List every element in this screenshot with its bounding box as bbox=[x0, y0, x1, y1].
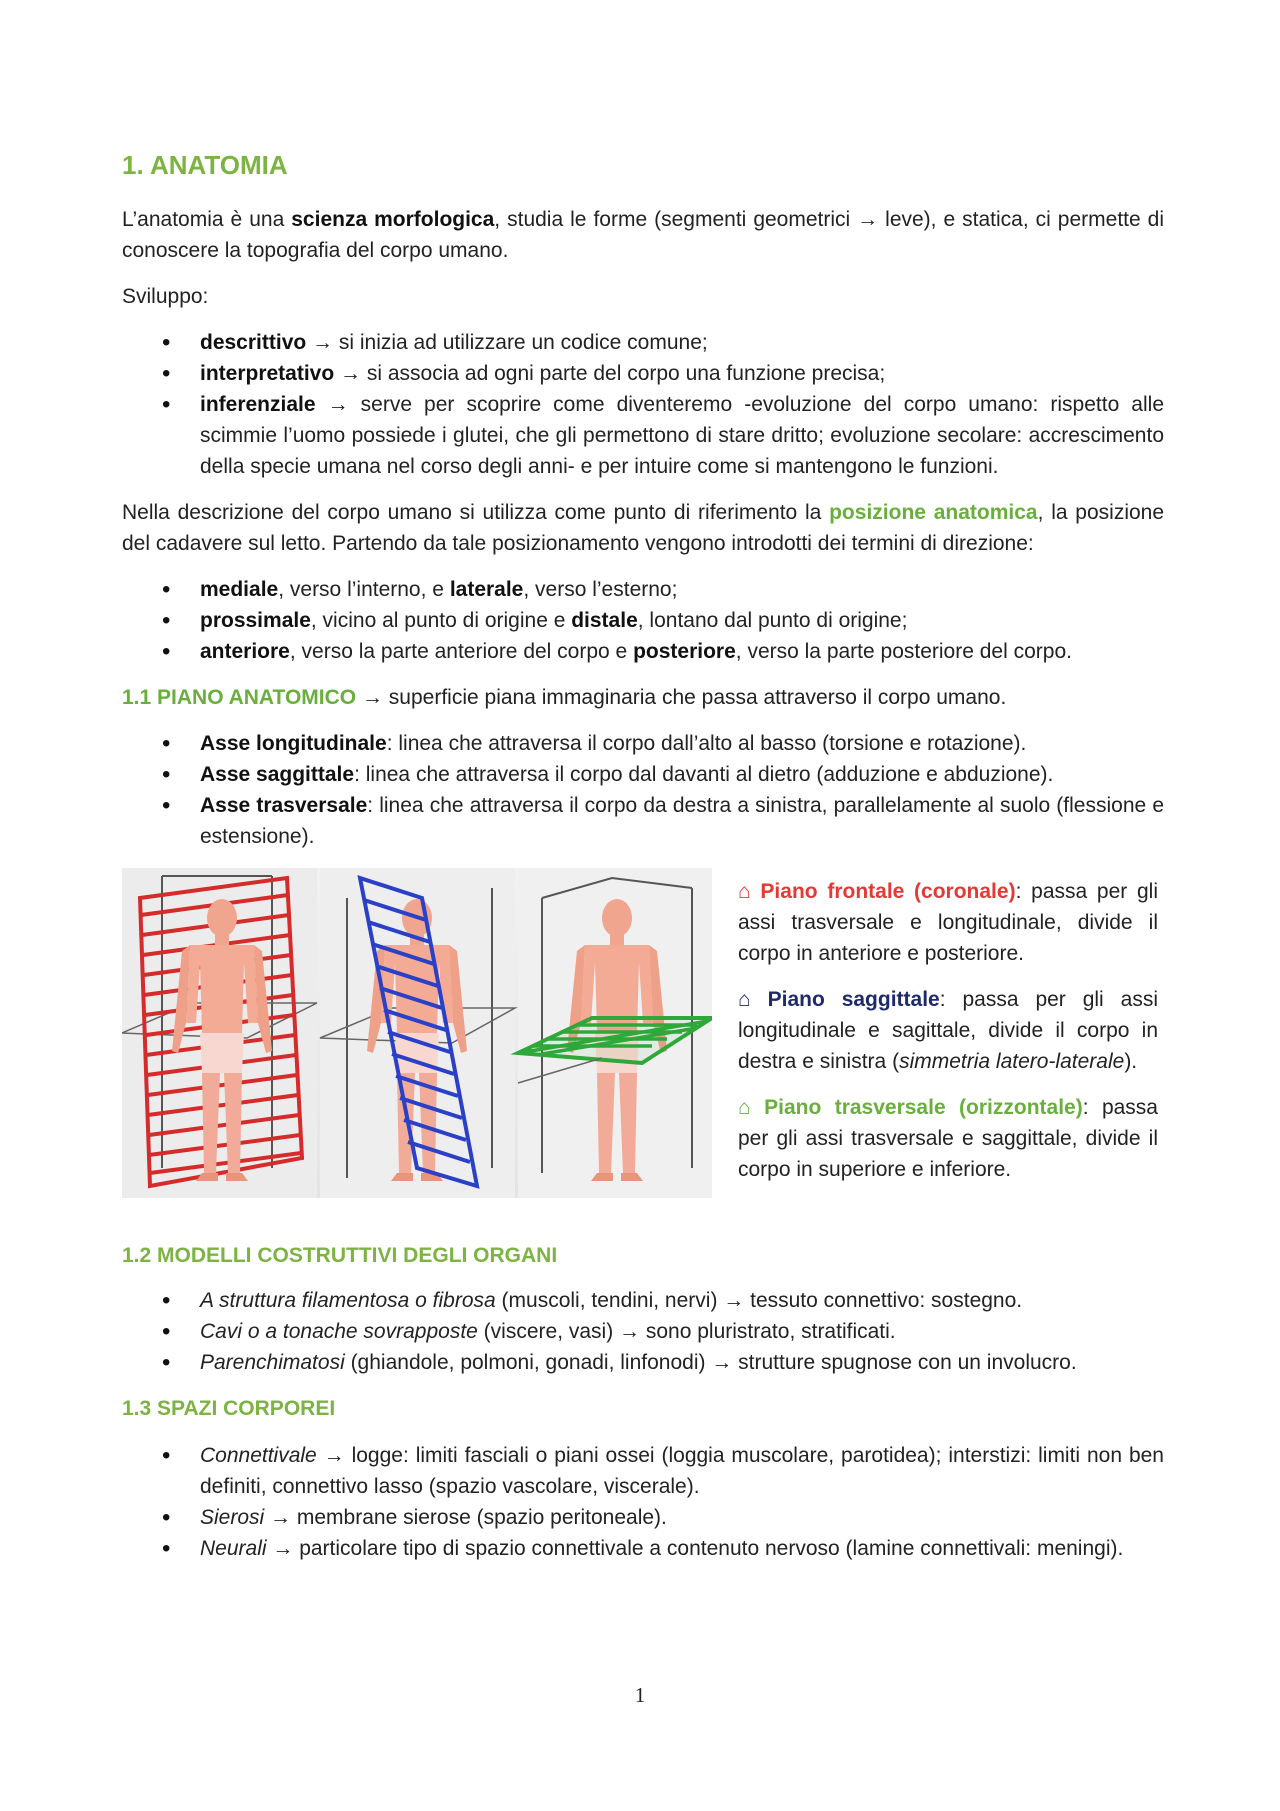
piano-trasversale-paragraph: ⌂ Piano trasversale (orizzontale): passa per gli assi trasversale e saggittale, divide il corpo in superiore e inferiore. bbox=[738, 1096, 1158, 1181]
list-item: • anteriore, verso la parte anteriore del corpo e posteriore, verso la parte posteriore del corpo. bbox=[122, 636, 1164, 667]
panel-sagittal bbox=[320, 868, 515, 1198]
list-item: • Cavi o a tonache sovrapposte (viscere, vasi) → sono pluristrato, stratificati. bbox=[122, 1316, 1164, 1347]
anatomical-planes-svg bbox=[122, 868, 712, 1198]
section-heading-1-3: 1.3 SPAZI CORPOREI bbox=[122, 1397, 336, 1420]
house-icon: ⌂ bbox=[738, 1096, 751, 1119]
panel-transverse bbox=[518, 868, 712, 1198]
list-item: • Asse trasversale: linea che attraversa il corpo da destra a sinistra, parallelamente al suolo (flessione e estensione). bbox=[122, 790, 1164, 852]
piani-section bbox=[122, 868, 1164, 1200]
list-item: • Parenchimatosi (ghiandole, polmoni, gonadi, linfonodi) → strutture spugnose con un involucro. bbox=[122, 1347, 1164, 1378]
piano-frontale-paragraph: ⌂ Piano frontale (coronale): passa per gli assi trasversale e longitudinale, divide il corpo in anteriore e posteriore. bbox=[738, 880, 1158, 965]
house-icon: ⌂ bbox=[738, 880, 751, 903]
intro-paragraph: L’anatomia è una scienza morfologica, studia le forme (segmenti geometrici → leve), e statica, ci permette di conoscere la topografia del corpo umano. bbox=[122, 208, 1165, 262]
posizione-paragraph: Nella descrizione del corpo umano si utilizza come punto di riferimento la posizione anatomica, la posizione del cadavere sul letto. Partendo da tale posizionamento vengono introdotti dei termini di direzione: bbox=[122, 501, 1165, 555]
anatomical-planes-illustration bbox=[122, 868, 712, 1198]
modelli-list bbox=[122, 1285, 1164, 1378]
piano-anatomico-line: 1.1 PIANO ANATOMICO → superficie piana immaginaria che passa attraverso il corpo umano. bbox=[122, 686, 1007, 709]
page-number: 1 bbox=[634, 1683, 646, 1707]
chapter-title: 1. ANATOMIA bbox=[122, 150, 288, 180]
panel-frontal bbox=[122, 868, 317, 1198]
list-item: • Neurali → particolare tipo di spazio connettivale a contenuto nervoso (lamine connettivali: meningi). bbox=[122, 1533, 1164, 1564]
piano-sagittale-paragraph: ⌂ Piano saggittale: passa per gli assi longitudinale e sagittale, divide il corpo in destra e sinistra (simmetria latero-laterale). bbox=[738, 988, 1158, 1073]
sviluppo-list bbox=[122, 327, 1164, 482]
document-page bbox=[122, 148, 1164, 1579]
spazi-list bbox=[122, 1440, 1164, 1564]
section-heading-1-1: 1.1 PIANO ANATOMICO bbox=[122, 686, 357, 709]
assi-list bbox=[122, 728, 1164, 852]
list-item: • descrittivo → si inizia ad utilizzare un codice comune; bbox=[122, 327, 1164, 358]
list-item: • Sierosi → membrane sierose (spazio peritoneale). bbox=[122, 1502, 1164, 1533]
sviluppo-label: Sviluppo: bbox=[122, 285, 209, 308]
section-heading-1-2: 1.2 MODELLI COSTRUTTIVI DEGLI ORGANI bbox=[122, 1244, 558, 1267]
piani-descriptions bbox=[738, 868, 1158, 1200]
list-item: • prossimale, vicino al punto di origine e distale, lontano dal punto di origine; bbox=[122, 605, 1164, 636]
list-item: • Asse longitudinale: linea che attraversa il corpo dall’alto al basso (torsione e rotazione). bbox=[122, 728, 1164, 759]
direzioni-list bbox=[122, 574, 1164, 667]
list-item: • Connettivale → logge: limiti fasciali o piani ossei (loggia muscolare, parotidea); interstizi: limiti non ben definiti, connettivo lasso (spazio vascolare, viscerale). bbox=[122, 1440, 1164, 1502]
list-item: • interpretativo → si associa ad ogni parte del corpo una funzione precisa; bbox=[122, 358, 1164, 389]
house-icon: ⌂ bbox=[738, 988, 751, 1011]
list-item: • Asse saggittale: linea che attraversa il corpo dal davanti al dietro (adduzione e abduzione). bbox=[122, 759, 1164, 790]
posizione-anatomica-highlight: posizione anatomica bbox=[829, 501, 1038, 524]
list-item: • A struttura filamentosa o fibrosa (muscoli, tendini, nervi) → tessuto connettivo: sostegno. bbox=[122, 1285, 1164, 1316]
list-item: • mediale, verso l’interno, e laterale, verso l’esterno; bbox=[122, 574, 1164, 605]
list-item: • inferenziale → serve per scoprire come diventeremo -evoluzione del corpo umano: rispetto alle scimmie l’uomo possiede i glutei, che gli permettono di stare dritto; evoluzione secolare: accrescimento della specie umana nel corso degli anni- e per intuire come si mantengono le funzioni. bbox=[122, 389, 1164, 482]
